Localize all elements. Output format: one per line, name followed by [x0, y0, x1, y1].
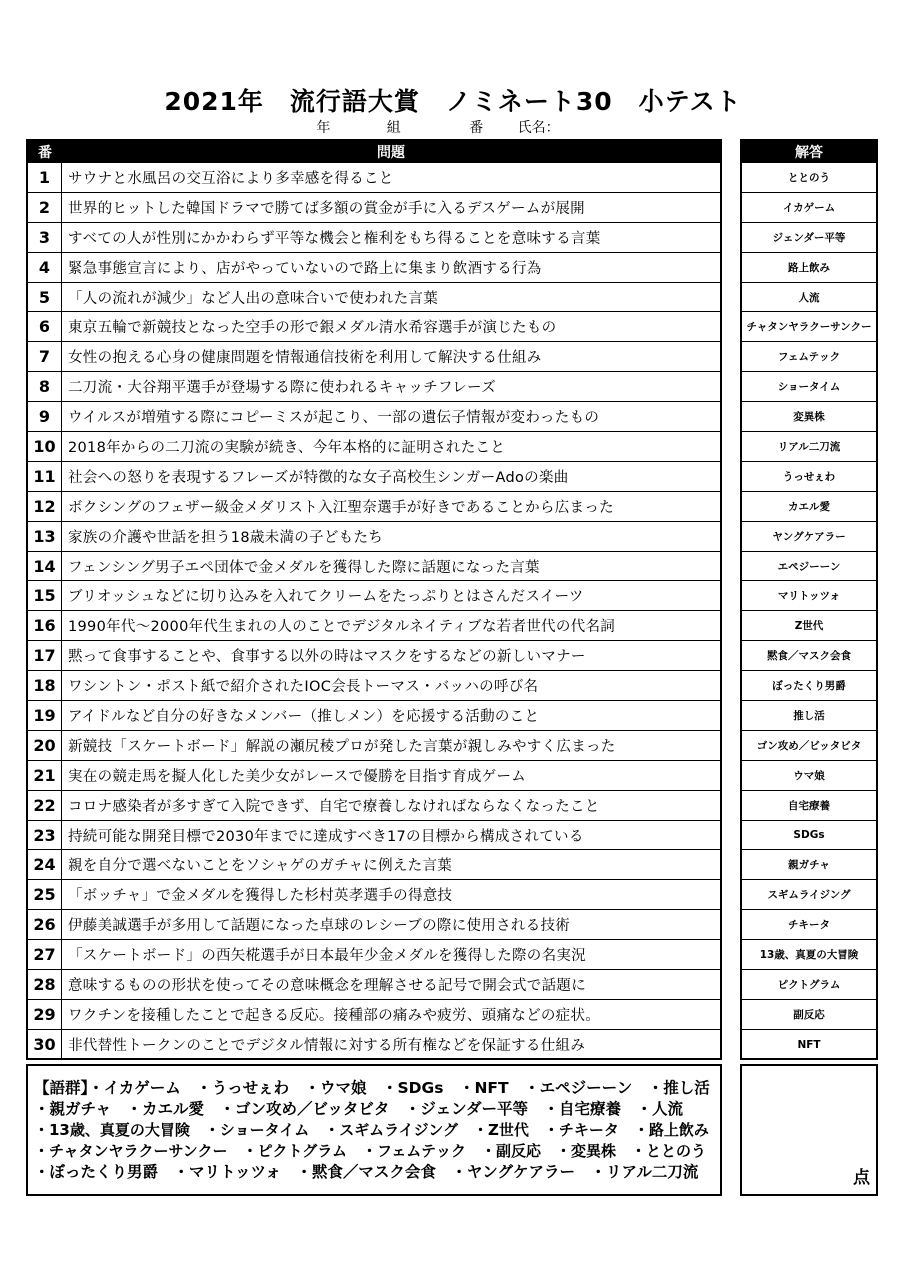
answer-cell[interactable]: 親ガチャ: [742, 850, 876, 880]
answer-cell[interactable]: イカゲーム: [742, 193, 876, 223]
question-table-header: [28, 141, 720, 163]
question-row: [28, 462, 720, 492]
answer-cell[interactable]: ととのう: [742, 163, 876, 193]
question-number: 8: [28, 372, 62, 401]
answer-cell[interactable]: 推し活: [742, 701, 876, 731]
question-text: 家族の介護や世話を担う18歳未満の子どもたち: [68, 529, 384, 546]
answer-cell[interactable]: Z世代: [742, 611, 876, 641]
page-title: 2021年 流行語大賞 ノミネート30 小テスト: [164, 87, 742, 116]
question-row: [28, 342, 720, 372]
score-box[interactable]: [740, 1064, 878, 1196]
question-row: [28, 1030, 720, 1060]
question-number: 3: [28, 223, 62, 252]
question-number: 7: [28, 342, 62, 371]
answer-cell[interactable]: チキータ: [742, 910, 876, 940]
question-number: 19: [28, 701, 62, 730]
question-number: 13: [28, 522, 62, 551]
question-row: [28, 611, 720, 641]
question-number: 5: [28, 283, 62, 312]
word-bank-line: ・親ガチャ ・カエル愛 ・ゴン攻め／ビッタビタ ・ジェンダー平等 ・自宅療養 ・人流: [34, 1100, 683, 1118]
answer-table-header: [742, 141, 876, 163]
word-bank-line: ・チャタンヤラクーサンクー ・ピクトグラム ・フェムテック ・副反応 ・変異株 ・ととのう: [34, 1142, 707, 1160]
question-table: [26, 139, 722, 1060]
question-text: サウナと水風呂の交互浴により多幸感を得ること: [68, 170, 394, 187]
question-text: 黙って食事することや、食事する以外の時はマスクをするなどの新しいマナー: [68, 649, 586, 666]
question-number: 14: [28, 552, 62, 581]
class-label: 組: [386, 120, 401, 136]
question-text: 伊藤美誠選手が多用して話題になった卓球のレシーブの際に使用される技術: [68, 918, 571, 935]
question-text: 緊急事態宣言により、店がやっていないので路上に集まり飲酒する行為: [68, 260, 542, 277]
question-number: 9: [28, 402, 62, 431]
question-text: 持続可能な開発目標で2030年までに達成すべき17の目標から構成されている: [68, 828, 584, 845]
question-text: フェンシング男子エペ団体で金メダルを獲得した際に話題になった言葉: [68, 559, 540, 576]
question-number: 30: [28, 1030, 62, 1060]
question-row: [28, 1000, 720, 1030]
question-text: 新競技「スケートボード」解説の瀬尻稜プロが発した言葉が親しみやすく広まった: [68, 738, 616, 755]
question-number: 16: [28, 611, 62, 640]
question-row: [28, 641, 720, 671]
answer-cell[interactable]: 13歳、真夏の大冒険: [742, 940, 876, 970]
question-row: [28, 283, 720, 313]
question-rows: [28, 163, 720, 1060]
answer-cell[interactable]: 路上飲み: [742, 253, 876, 283]
word-bank-line: 【語群】・イカゲーム ・うっせぇわ ・ウマ娘 ・SDGs ・NFT ・エペジーーン ・推し活: [34, 1079, 710, 1097]
answer-cell[interactable]: 自宅療養: [742, 791, 876, 821]
question-row: [28, 880, 720, 910]
question-text: 実在の競走馬を擬人化した美少女がレースで優勝を目指す育成ゲーム: [68, 768, 527, 785]
question-text: 非代替性トークンのことでデジタル情報に対する所有権などを保証する仕組み: [68, 1038, 586, 1055]
question-number: 11: [28, 462, 62, 491]
question-row: [28, 581, 720, 611]
question-row: [28, 372, 720, 402]
word-bank-line: ・ぼったくり男爵 ・マリトッツォ ・黙食／マスク会食 ・ヤングケアラー ・リアル二刀流: [34, 1163, 699, 1181]
answer-cell[interactable]: リアル二刀流: [742, 432, 876, 462]
question-text: 世界的ヒットした韓国ドラマで勝てば多額の賞金が手に入るデスゲームが展開: [68, 200, 585, 217]
header-number: 番: [38, 145, 52, 161]
question-number: 27: [28, 940, 62, 969]
question-text: 1990年代～2000年代生まれの人のことでデジタルネイティブな若者世代の代名詞: [68, 619, 616, 636]
question-row: [28, 761, 720, 791]
question-number: 15: [28, 581, 62, 610]
question-number: 12: [28, 492, 62, 521]
question-row: [28, 492, 720, 522]
question-number: 21: [28, 761, 62, 790]
question-text: アイドルなど自分の好きなメンバー（推しメン）を応援する活動のこと: [68, 708, 540, 725]
answer-cell[interactable]: ぼったくり男爵: [742, 671, 876, 701]
answer-cell[interactable]: ゴン攻め／ビッタビタ: [742, 731, 876, 761]
question-row: [28, 940, 720, 970]
question-row: [28, 522, 720, 552]
answer-cell[interactable]: 人流: [742, 283, 876, 313]
question-text: ウイルスが増殖する際にコピーミスが起こり、一部の遺伝子情報が変わったもの: [68, 410, 600, 427]
question-text: 「人の流れが減少」など人出の意味合いで使われた言葉: [68, 290, 438, 307]
answer-cell[interactable]: スギムライジング: [742, 880, 876, 910]
answer-cell[interactable]: マリトッツォ: [742, 581, 876, 611]
answer-cell[interactable]: ウマ娘: [742, 761, 876, 791]
question-row: [28, 552, 720, 582]
number-label: 番: [469, 120, 484, 136]
question-row: [28, 312, 720, 342]
question-text: すべての人が性別にかかわらず平等な機会と権利をもち得ることを意味する言葉: [68, 230, 601, 247]
question-text: 2018年からの二刀流の実験が続き、今年本格的に証明されたこと: [68, 439, 506, 456]
question-number: 2: [28, 193, 62, 222]
name-label: 氏名：: [517, 120, 560, 136]
question-number: 28: [28, 970, 62, 999]
question-number: 26: [28, 910, 62, 939]
question-text: 女性の抱える心身の健康問題を情報通信技術を利用して解決する仕組み: [68, 350, 542, 367]
question-number: 4: [28, 253, 62, 282]
question-row: [28, 791, 720, 821]
question-row: [28, 432, 720, 462]
name-line: [0, 117, 906, 137]
question-number: 6: [28, 312, 62, 341]
answer-cell[interactable]: ヤングケアラー: [742, 522, 876, 552]
word-bank: [26, 1064, 722, 1196]
answer-cell[interactable]: 黙食／マスク会食: [742, 641, 876, 671]
question-text: ワシントン・ポスト紙で紹介されたIOC会長トーマス・バッハの呼び名: [68, 679, 539, 696]
question-row: [28, 850, 720, 880]
question-text: 東京五輪で新競技となった空手の形で銀メダル清水希容選手が演じたもの: [68, 320, 557, 337]
question-row: [28, 731, 720, 761]
question-number: 23: [28, 821, 62, 850]
question-row: [28, 821, 720, 851]
word-bank-line: ・13歳、真夏の大冒険 ・ショータイム ・スギムライジング ・Z世代 ・チキータ ・路上飲み: [34, 1121, 709, 1139]
question-row: [28, 701, 720, 731]
answer-table: [740, 139, 878, 1060]
question-row: [28, 253, 720, 283]
answer-cell[interactable]: ピクトグラム: [742, 970, 876, 1000]
year-label: 年: [316, 120, 331, 136]
answer-cell[interactable]: ジェンダー平等: [742, 223, 876, 253]
question-text: 二刀流・大谷翔平選手が登場する際に使われるキャッチフレーズ: [68, 380, 496, 397]
answer-cell[interactable]: エペジーーン: [742, 552, 876, 582]
header-question: 問題: [377, 145, 405, 161]
answer-cell[interactable]: NFT: [797, 1038, 821, 1051]
answer-cell[interactable]: チャタンヤラクーサンクー: [742, 312, 876, 342]
question-number: 18: [28, 671, 62, 700]
question-number: 20: [28, 731, 62, 760]
answer-cell[interactable]: 変異株: [742, 402, 876, 432]
question-text: 社会への怒りを表現するフレーズが特徴的な女子高校生シンガーAdoの楽曲: [68, 469, 569, 486]
question-text: ブリオッシュなどに切り込みを入れてクリームをたっぷりとはさんだスイーツ: [68, 589, 584, 606]
answer-rows: [742, 163, 876, 1060]
question-row: [28, 163, 720, 193]
question-number: 10: [28, 432, 62, 461]
answer-cell[interactable]: 副反応: [742, 1000, 876, 1030]
question-text: ワクチンを接種したことで起きる反応。接種部の痛みや疲労、頭痛などの症状。: [68, 1007, 601, 1024]
question-row: [28, 970, 720, 1000]
answer-cell[interactable]: カエル愛: [742, 492, 876, 522]
question-number: 1: [28, 163, 62, 192]
question-number: 22: [28, 791, 62, 820]
question-number: 24: [28, 850, 62, 879]
question-text: コロナ感染者が多すぎて入院できず、自宅で療養しなければならなくなったこと: [68, 798, 600, 815]
question-text: 「スケートボード」の西矢椛選手が日本最年少金メダルを獲得した際の名実況: [68, 948, 586, 965]
question-text: 「ボッチャ」で金メダルを獲得した杉村英孝選手の得意技: [68, 888, 453, 905]
question-row: [28, 671, 720, 701]
question-row: [28, 193, 720, 223]
question-row: [28, 223, 720, 253]
question-number: 25: [28, 880, 62, 909]
answer-cell[interactable]: ショータイム: [742, 372, 876, 402]
answer-cell[interactable]: うっせぇわ: [742, 462, 876, 492]
question-row: [28, 402, 720, 432]
question-row: [28, 910, 720, 940]
question-text: ボクシングのフェザー級金メダリスト入江聖奈選手が好きであることから広まった: [68, 499, 614, 516]
answer-cell[interactable]: SDGs: [742, 821, 876, 851]
question-number: 29: [28, 1000, 62, 1029]
question-text: 意味するものの形状を使ってその意味概念を理解させる記号で開会式で話題に: [68, 977, 586, 994]
question-number: 17: [28, 641, 62, 670]
question-text: 親を自分で選べないことをソシャゲのガチャに例えた言葉: [68, 858, 453, 875]
header-answer: 解答: [795, 145, 823, 161]
answer-cell[interactable]: フェムテック: [742, 342, 876, 372]
score-label: 点: [853, 1168, 870, 1188]
